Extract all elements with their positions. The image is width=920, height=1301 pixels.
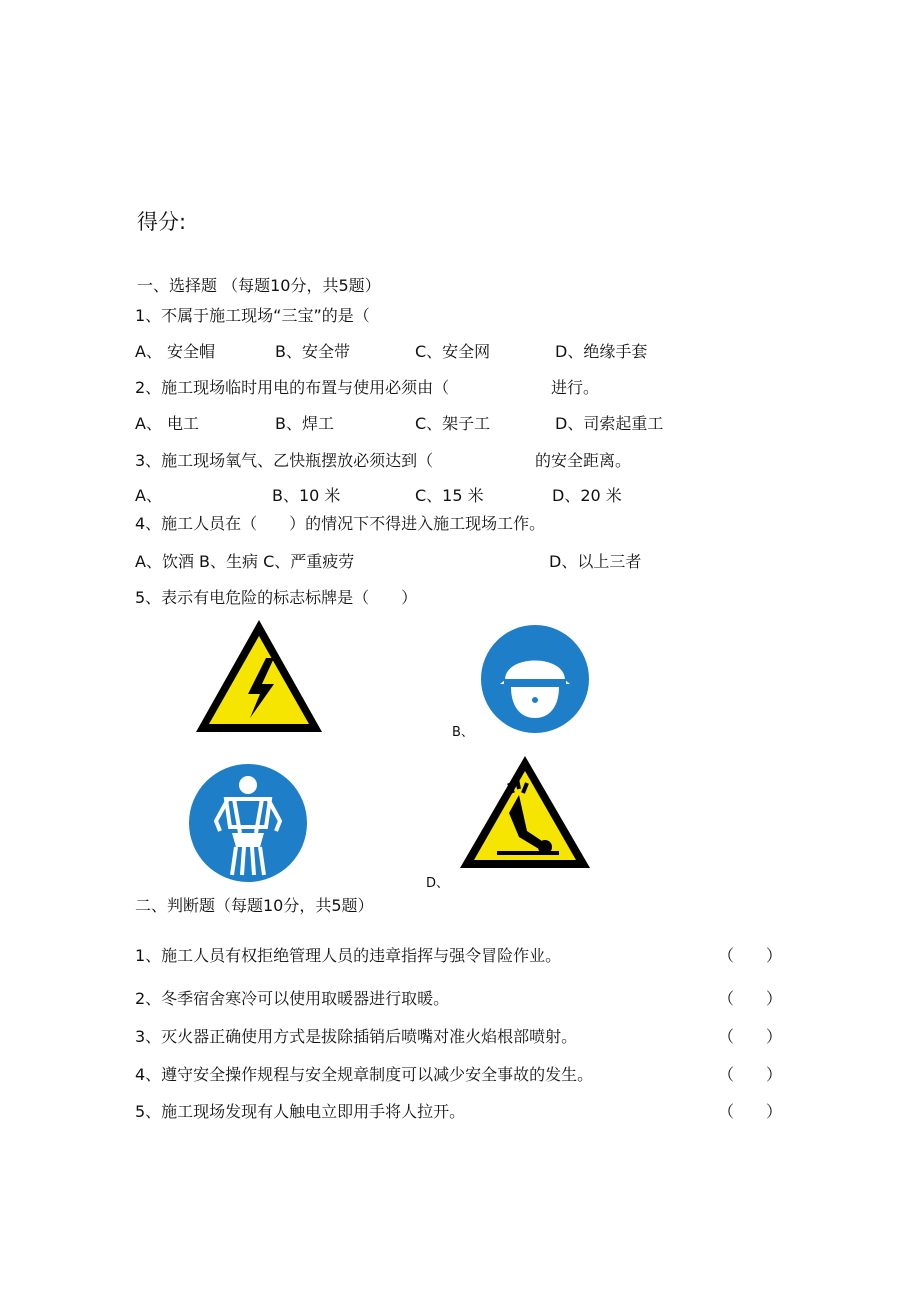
q3-option-c: C、15 米: [415, 486, 484, 505]
q2-option-d: D、司索起重工: [555, 414, 664, 433]
q4-option-abc: A、饮酒 B、生病 C、严重疲劳: [135, 552, 355, 571]
wear-helmet-icon: [480, 624, 590, 734]
q2-text: 2、施工现场临时用电的布置与使用必须由（: [135, 378, 450, 397]
slip-hazard-icon: [457, 753, 593, 871]
q2-tail: 进行。: [551, 378, 600, 397]
tf-item-4: 4、遵守安全操作规程与安全规章制度可以减少安全事故的发生。: [135, 1065, 594, 1084]
q3-tail: 的安全距离。: [535, 451, 632, 470]
q1-option-b: B、安全带: [275, 342, 350, 361]
tf-item-3: 3、灭火器正确使用方式是拔除插销后喷嘴对准火焰根部喷射。: [135, 1027, 578, 1046]
sign-d-label: D、: [426, 876, 450, 891]
tf-answer-4[interactable]: （ ）: [718, 1065, 783, 1084]
q4-text: 4、施工人员在（ ）的情况下不得进入施工现场工作。: [135, 514, 546, 533]
q2-option-b: B、焊工: [275, 414, 334, 433]
tf-item-2: 2、冬季宿舍寒冷可以使用取暖器进行取暖。: [135, 989, 450, 1008]
wear-harness-icon: [188, 763, 308, 883]
q4-option-d: D、以上三者: [549, 552, 642, 571]
q3-option-d: D、20 米: [552, 486, 622, 505]
q1-option-c: C、安全网: [415, 342, 491, 361]
score-label: 得分:: [137, 210, 187, 234]
tf-answer-2[interactable]: （ ）: [718, 989, 783, 1008]
section1-title: 一、选择题 （每题10分，共5题）: [137, 276, 381, 295]
sign-b-label: B、: [452, 725, 474, 740]
q5-text: 5、表示有电危险的标志标牌是（ ）: [135, 588, 418, 607]
tf-answer-5[interactable]: （ ）: [718, 1102, 783, 1121]
section2-title: 二、判断题（每题10分，共5题）: [135, 896, 374, 915]
tf-item-5: 5、施工现场发现有人触电立即用手将人拉开。: [135, 1102, 466, 1121]
q2-option-a: A、 电工: [135, 414, 200, 433]
tf-item-1: 1、施工人员有权拒绝管理人员的违章指挥与强令冒险作业。: [135, 946, 562, 965]
q3-option-b: B、10 米: [272, 486, 341, 505]
q1-option-d: D、绝缘手套: [555, 342, 648, 361]
q2-option-c: C、架子工: [415, 414, 491, 433]
q1-text: 1、不属于施工现场“三宝”的是（: [135, 306, 370, 325]
tf-answer-1[interactable]: （ ）: [718, 946, 783, 965]
q1-option-a: A、 安全帽: [135, 342, 216, 361]
q3-option-a: A、: [135, 486, 162, 505]
q3-text: 3、施工现场氧气、乙快瓶摆放必须达到（: [135, 451, 434, 470]
tf-answer-3[interactable]: （ ）: [718, 1027, 783, 1046]
electric-hazard-icon: [192, 616, 326, 736]
